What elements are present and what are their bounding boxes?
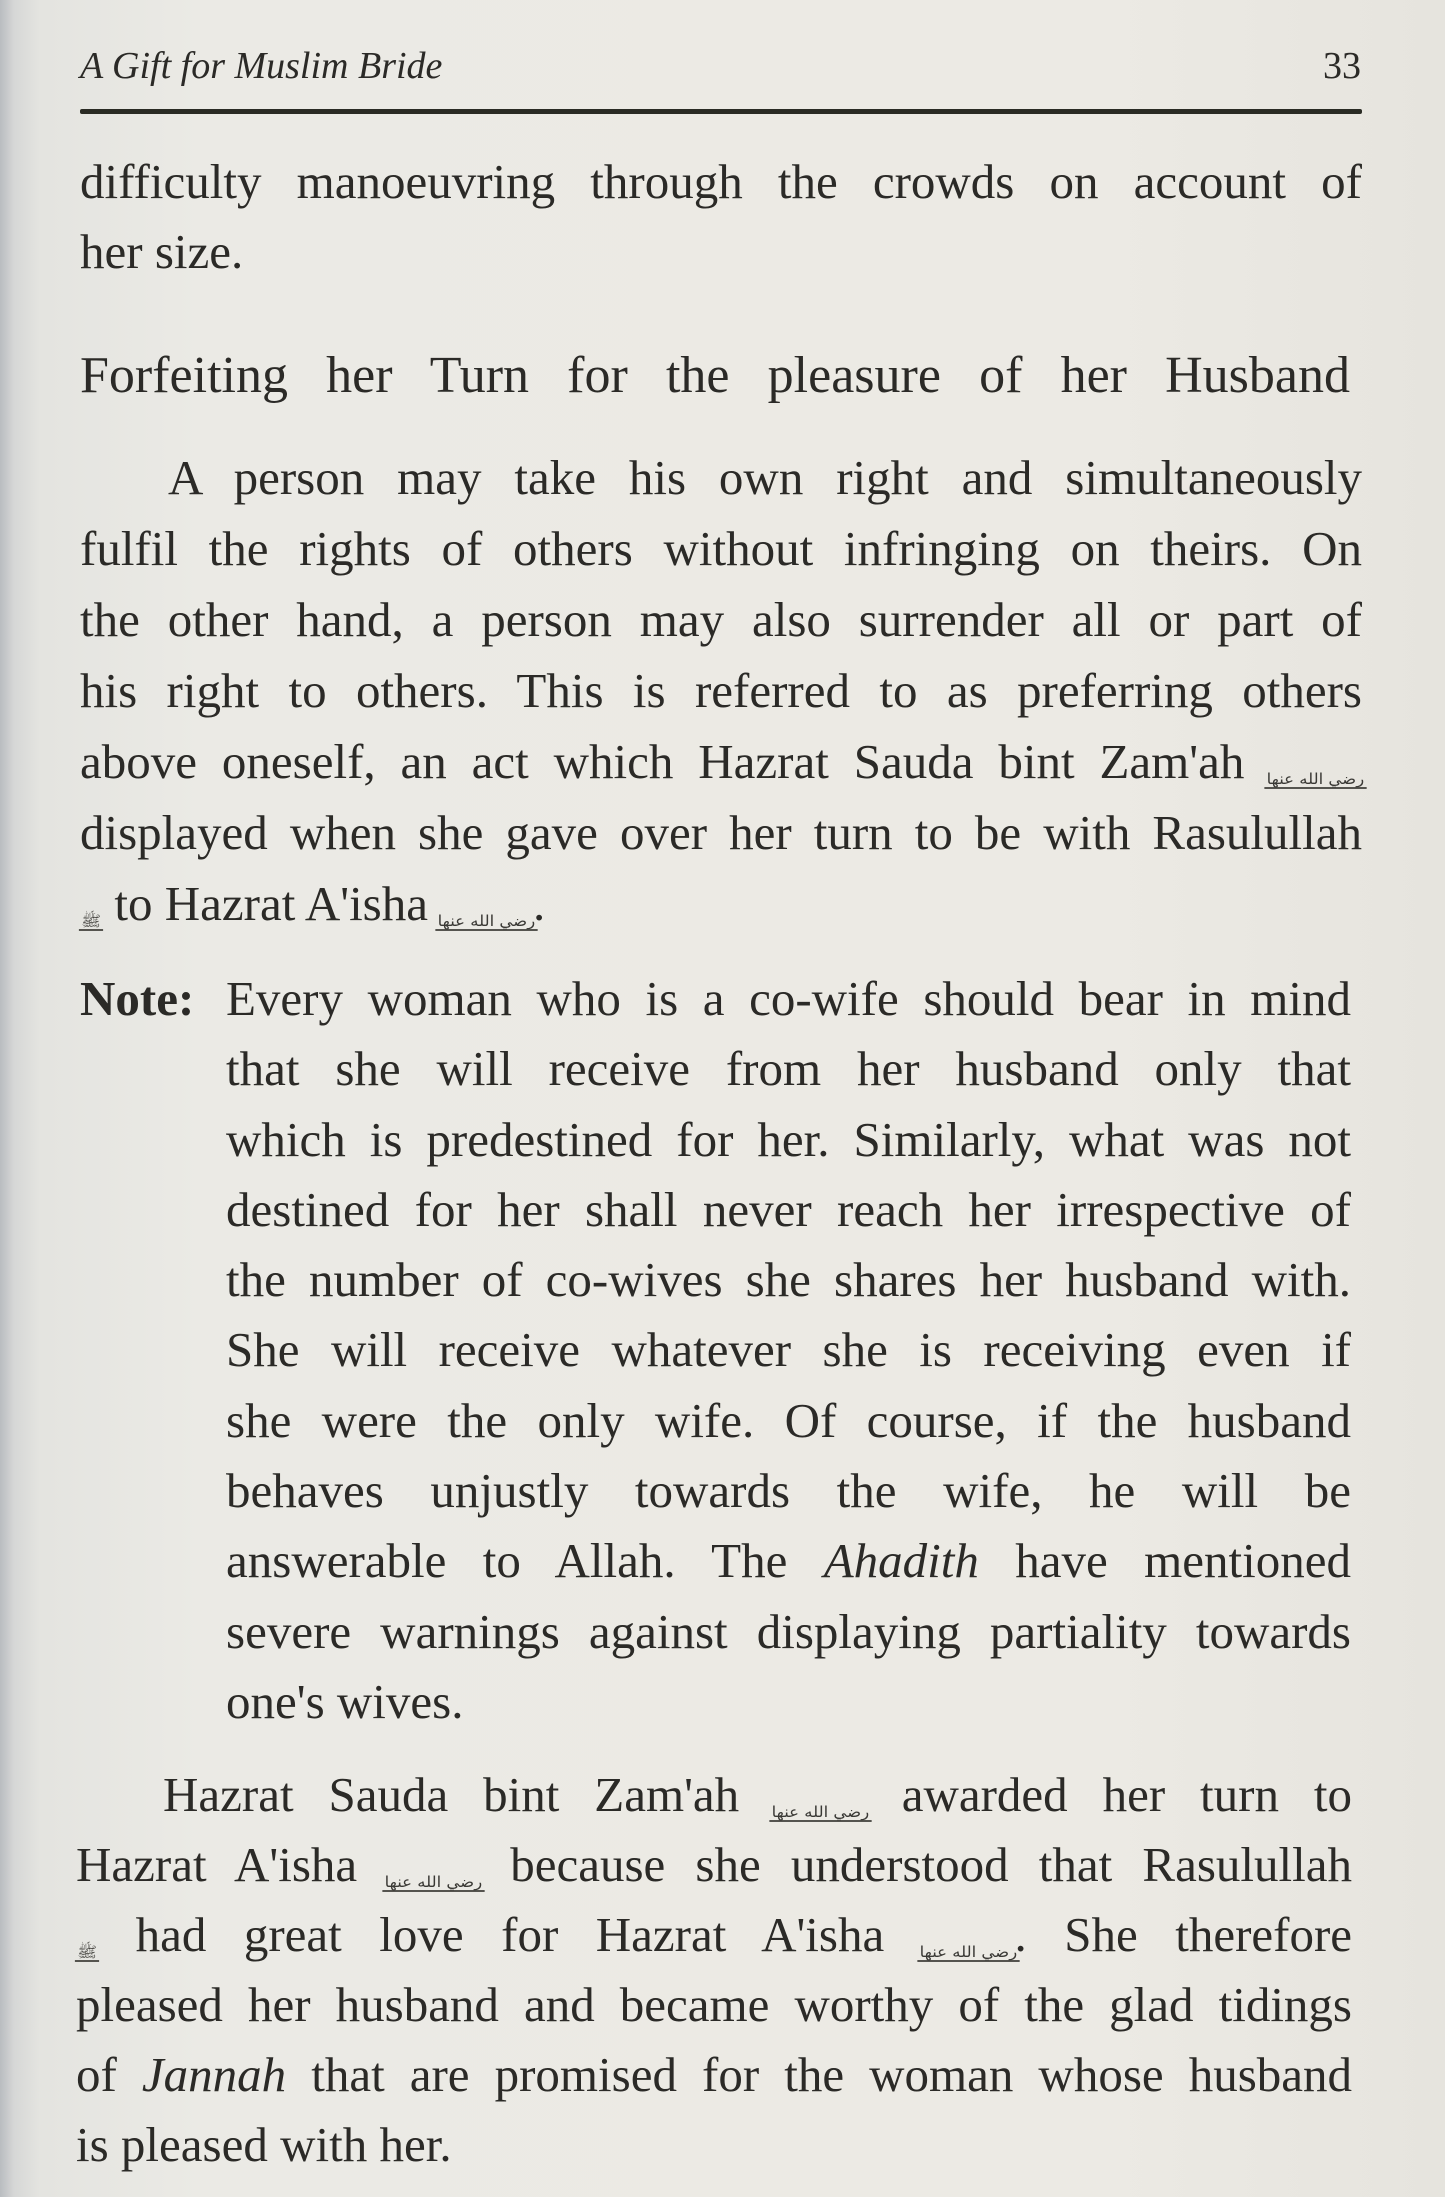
text-line: her size. xyxy=(80,224,244,279)
text-line: one's wives. xyxy=(226,1673,464,1729)
honorific-female-icon: رضي الله عنها xyxy=(436,914,538,931)
honorific-female-icon: رضي الله عنها xyxy=(769,1805,871,1822)
text-line: She will receive whatever she is receiving even if xyxy=(226,1322,1351,1378)
text-line: displayed when she gave over her turn to be with Rasulullah xyxy=(80,805,1362,860)
text-line: is pleased with her. xyxy=(76,2117,452,2172)
paragraph-continued xyxy=(80,147,1362,287)
text-segment: answerable to Allah. The xyxy=(226,1533,788,1589)
text-segment: because she understood that Rasulullah xyxy=(510,1837,1352,1892)
text-segment: to Hazrat A'isha xyxy=(114,876,428,931)
text-segment: had great love for Hazrat A'isha xyxy=(135,1907,885,1962)
italic-term: Ahadith xyxy=(823,1533,979,1589)
text-segment: have mentioned xyxy=(1015,1533,1352,1589)
heading-text: Forfeiting her Turn for the pleasure of her Husband xyxy=(80,347,1350,404)
text-line: behaves unjustly towards the wife, he will be xyxy=(226,1463,1351,1519)
header-rule xyxy=(80,109,1362,114)
text-line: Every woman who is a co-wife should bear in mind xyxy=(226,971,1351,1026)
honorific-prophet-icon: ﷺ xyxy=(79,914,103,931)
text-line: fulfil the rights of others without infringing on theirs. On xyxy=(80,521,1362,576)
section-heading xyxy=(80,341,1350,411)
text-segment: . xyxy=(532,876,546,931)
text-line: severe warnings against displaying partiality towards xyxy=(226,1603,1351,1659)
text-segment: awarded her turn to xyxy=(901,1767,1353,1822)
text-segment: that are promised for the woman whose husband xyxy=(311,2047,1353,2102)
text-segment: Hazrat Sauda bint Zam'ah xyxy=(163,1767,740,1822)
paragraph-sauda-turn xyxy=(76,1760,1352,2180)
honorific-female-icon: رضي الله عنها xyxy=(1265,772,1367,789)
text-line: A person may take his own right and simultaneously xyxy=(168,450,1362,505)
text-segment: of xyxy=(76,2047,117,2102)
running-header-title: A Gift for Muslim Bride xyxy=(80,45,443,87)
text-line: which is predestined for her. Similarly, what was not xyxy=(226,1111,1351,1167)
honorific-female-icon: رضي الله عنها xyxy=(383,1875,485,1892)
text-line: that she will receive from her husband only that xyxy=(226,1041,1351,1097)
text-line: the other hand, a person may also surrender all or part of xyxy=(80,592,1362,647)
page-number: 33 xyxy=(1323,45,1361,87)
honorific-prophet-icon: ﷺ xyxy=(75,1945,99,1962)
text-line: pleased her husband and became worthy of the glad tidings xyxy=(76,1977,1352,2032)
text-line: destined for her shall never reach her irrespective of xyxy=(226,1181,1351,1237)
text-line: she were the only wife. Of course, if the husband xyxy=(226,1392,1351,1448)
note-label: Note: xyxy=(80,971,195,1026)
italic-term: Jannah xyxy=(141,2047,287,2102)
text-segment: Hazrat A'isha xyxy=(76,1837,358,1892)
text-segment: above oneself, an act which Hazrat Sauda bint Zam'ah xyxy=(80,734,1245,789)
text-line: his right to others. This is referred to as preferring others xyxy=(80,663,1362,718)
note-block xyxy=(226,964,1351,1737)
paragraph-preferring-others xyxy=(80,442,1365,939)
text-line: the number of co-wives she shares her husband with. xyxy=(226,1252,1351,1308)
honorific-female-icon: رضي الله عنها xyxy=(917,1945,1019,1962)
text-line: difficulty manoeuvring through the crowds on account of xyxy=(80,154,1362,209)
text-segment: . She therefore xyxy=(1014,1907,1353,1962)
